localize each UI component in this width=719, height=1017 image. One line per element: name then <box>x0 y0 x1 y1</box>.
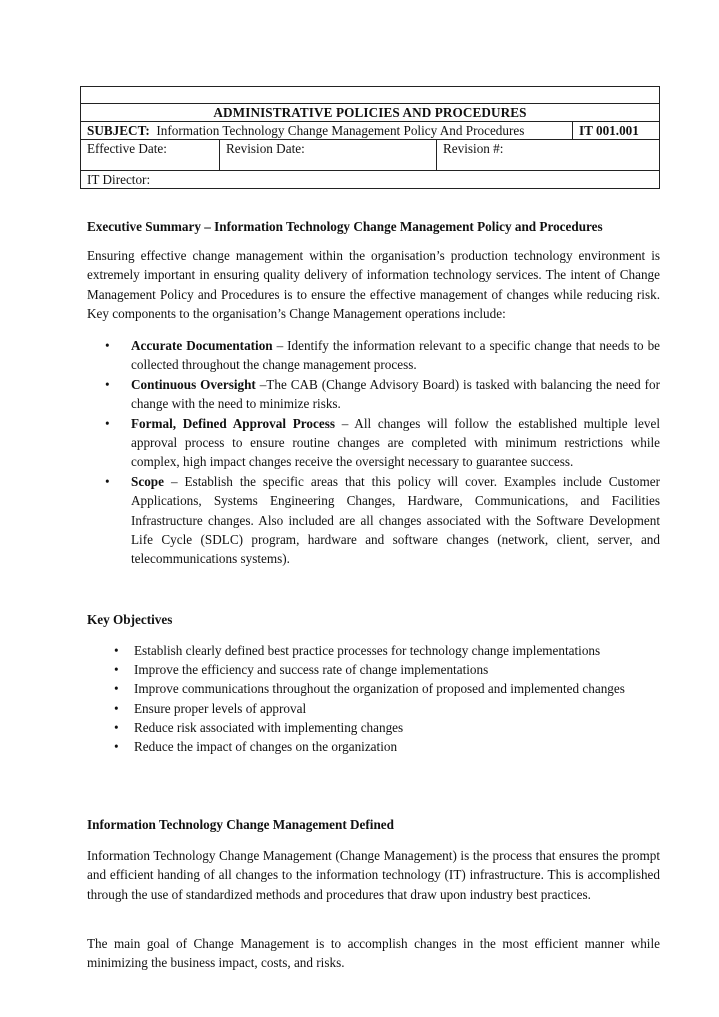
executive-summary-intro: Ensuring effective change management within the organisation’s production technology environment is extremely important in ensuring quality delivery of information technology services. The intent of Change Management Policy and Procedures is to ensure the effective management of changes while reducing risk. Key components to the organisation’s Change Management operations include: <box>87 248 660 322</box>
item-term: Scope <box>131 473 164 489</box>
item-text: – All changes will follow the established multiple level approval process to ensure routine changes are completed with minimum restrictions while complex, high impact changes receive the oversight necessary to guarantee success. <box>131 415 660 470</box>
document-number: IT 001.001 <box>573 122 660 140</box>
bullet-icon: • <box>114 681 119 697</box>
list-item <box>87 679 660 698</box>
list-item <box>87 699 660 718</box>
list-item <box>87 472 660 569</box>
it-director-label: IT Director: <box>81 171 660 189</box>
list-item <box>87 375 660 414</box>
revision-date-label: Revision Date: <box>220 140 437 171</box>
list-item <box>87 660 660 679</box>
subject-value: Information Technology Change Management Policy And Procedures <box>156 123 525 138</box>
effective-date-label: Effective Date: <box>81 140 220 171</box>
list-item <box>87 737 660 756</box>
policy-header-table <box>80 86 660 189</box>
item-term: Continuous Oversight <box>131 376 256 392</box>
bullet-icon: • <box>114 662 119 678</box>
item-text: – Identify the information relevant to a specific change that needs to be collected throughout the change management process. <box>131 338 661 373</box>
bullet-icon: • <box>105 415 110 431</box>
objective-text: Reduce risk associated with implementing changes <box>134 719 404 735</box>
bullet-icon: • <box>114 719 119 735</box>
list-item <box>87 336 660 375</box>
bullet-icon: • <box>105 338 110 353</box>
item-term: Accurate Documentation <box>131 338 273 353</box>
item-text: – Establish the specific areas that this policy will cover. Examples include Customer Applications, Systems Engineering Changes, Hardware, Communications, and Facilities Infrastructure changes. Also included are all changes associated with the Software Development Life Cycle (SDLC) program, hardware and software changes (network, client, server, and telecommunications systems). <box>131 473 660 567</box>
key-objectives-heading: Key Objectives <box>87 612 173 627</box>
bullet-icon: • <box>105 376 110 392</box>
header-blank-row <box>81 87 660 104</box>
change-management-defined-heading: Information Technology Change Management Defined <box>87 817 394 832</box>
list-item <box>87 641 660 660</box>
bullet-icon: • <box>114 643 119 658</box>
bullet-icon: • <box>114 700 119 716</box>
item-term: Formal, Defined Approval Process <box>131 415 335 431</box>
objective-text: Ensure proper levels of approval <box>134 700 307 716</box>
key-objectives-list <box>87 641 660 756</box>
subject-cell <box>81 122 573 140</box>
subject-label: SUBJECT: <box>87 123 150 138</box>
objective-text: Improve the efficiency and success rate of change implementations <box>134 662 489 678</box>
list-item <box>87 718 660 737</box>
executive-summary-heading: Executive Summary – Information Technology Change Management Policy and Procedures <box>87 219 603 234</box>
definition-paragraph: Information Technology Change Management (Change Management) is the process that ensures the prompt and efficient handing of all changes to the information technology (IT) infrastructure. This is accomplished through the use of standardized methods and procedures that draw upon industry best practices. <box>87 848 660 902</box>
objective-text: Establish clearly defined best practice processes for technology change implementations <box>134 643 601 658</box>
item-text: –The CAB (Change Advisory Board) is tasked with balancing the need for change with the need to minimize risks. <box>131 376 660 412</box>
main-goal-paragraph: The main goal of Change Management is to accomplish changes in the most efficient manner while minimizing the business impact, costs, and risks. <box>87 936 660 971</box>
bullet-icon: • <box>114 739 119 755</box>
bullet-icon: • <box>105 473 110 489</box>
list-item <box>87 414 660 472</box>
objective-text: Improve communications throughout the organization of proposed and implemented changes <box>134 681 625 697</box>
objective-text: Reduce the impact of changes on the organization <box>134 739 398 755</box>
revision-number-label: Revision #: <box>437 140 660 171</box>
key-components-list <box>87 336 660 569</box>
header-title: ADMINISTRATIVE POLICIES AND PROCEDURES <box>81 104 660 122</box>
